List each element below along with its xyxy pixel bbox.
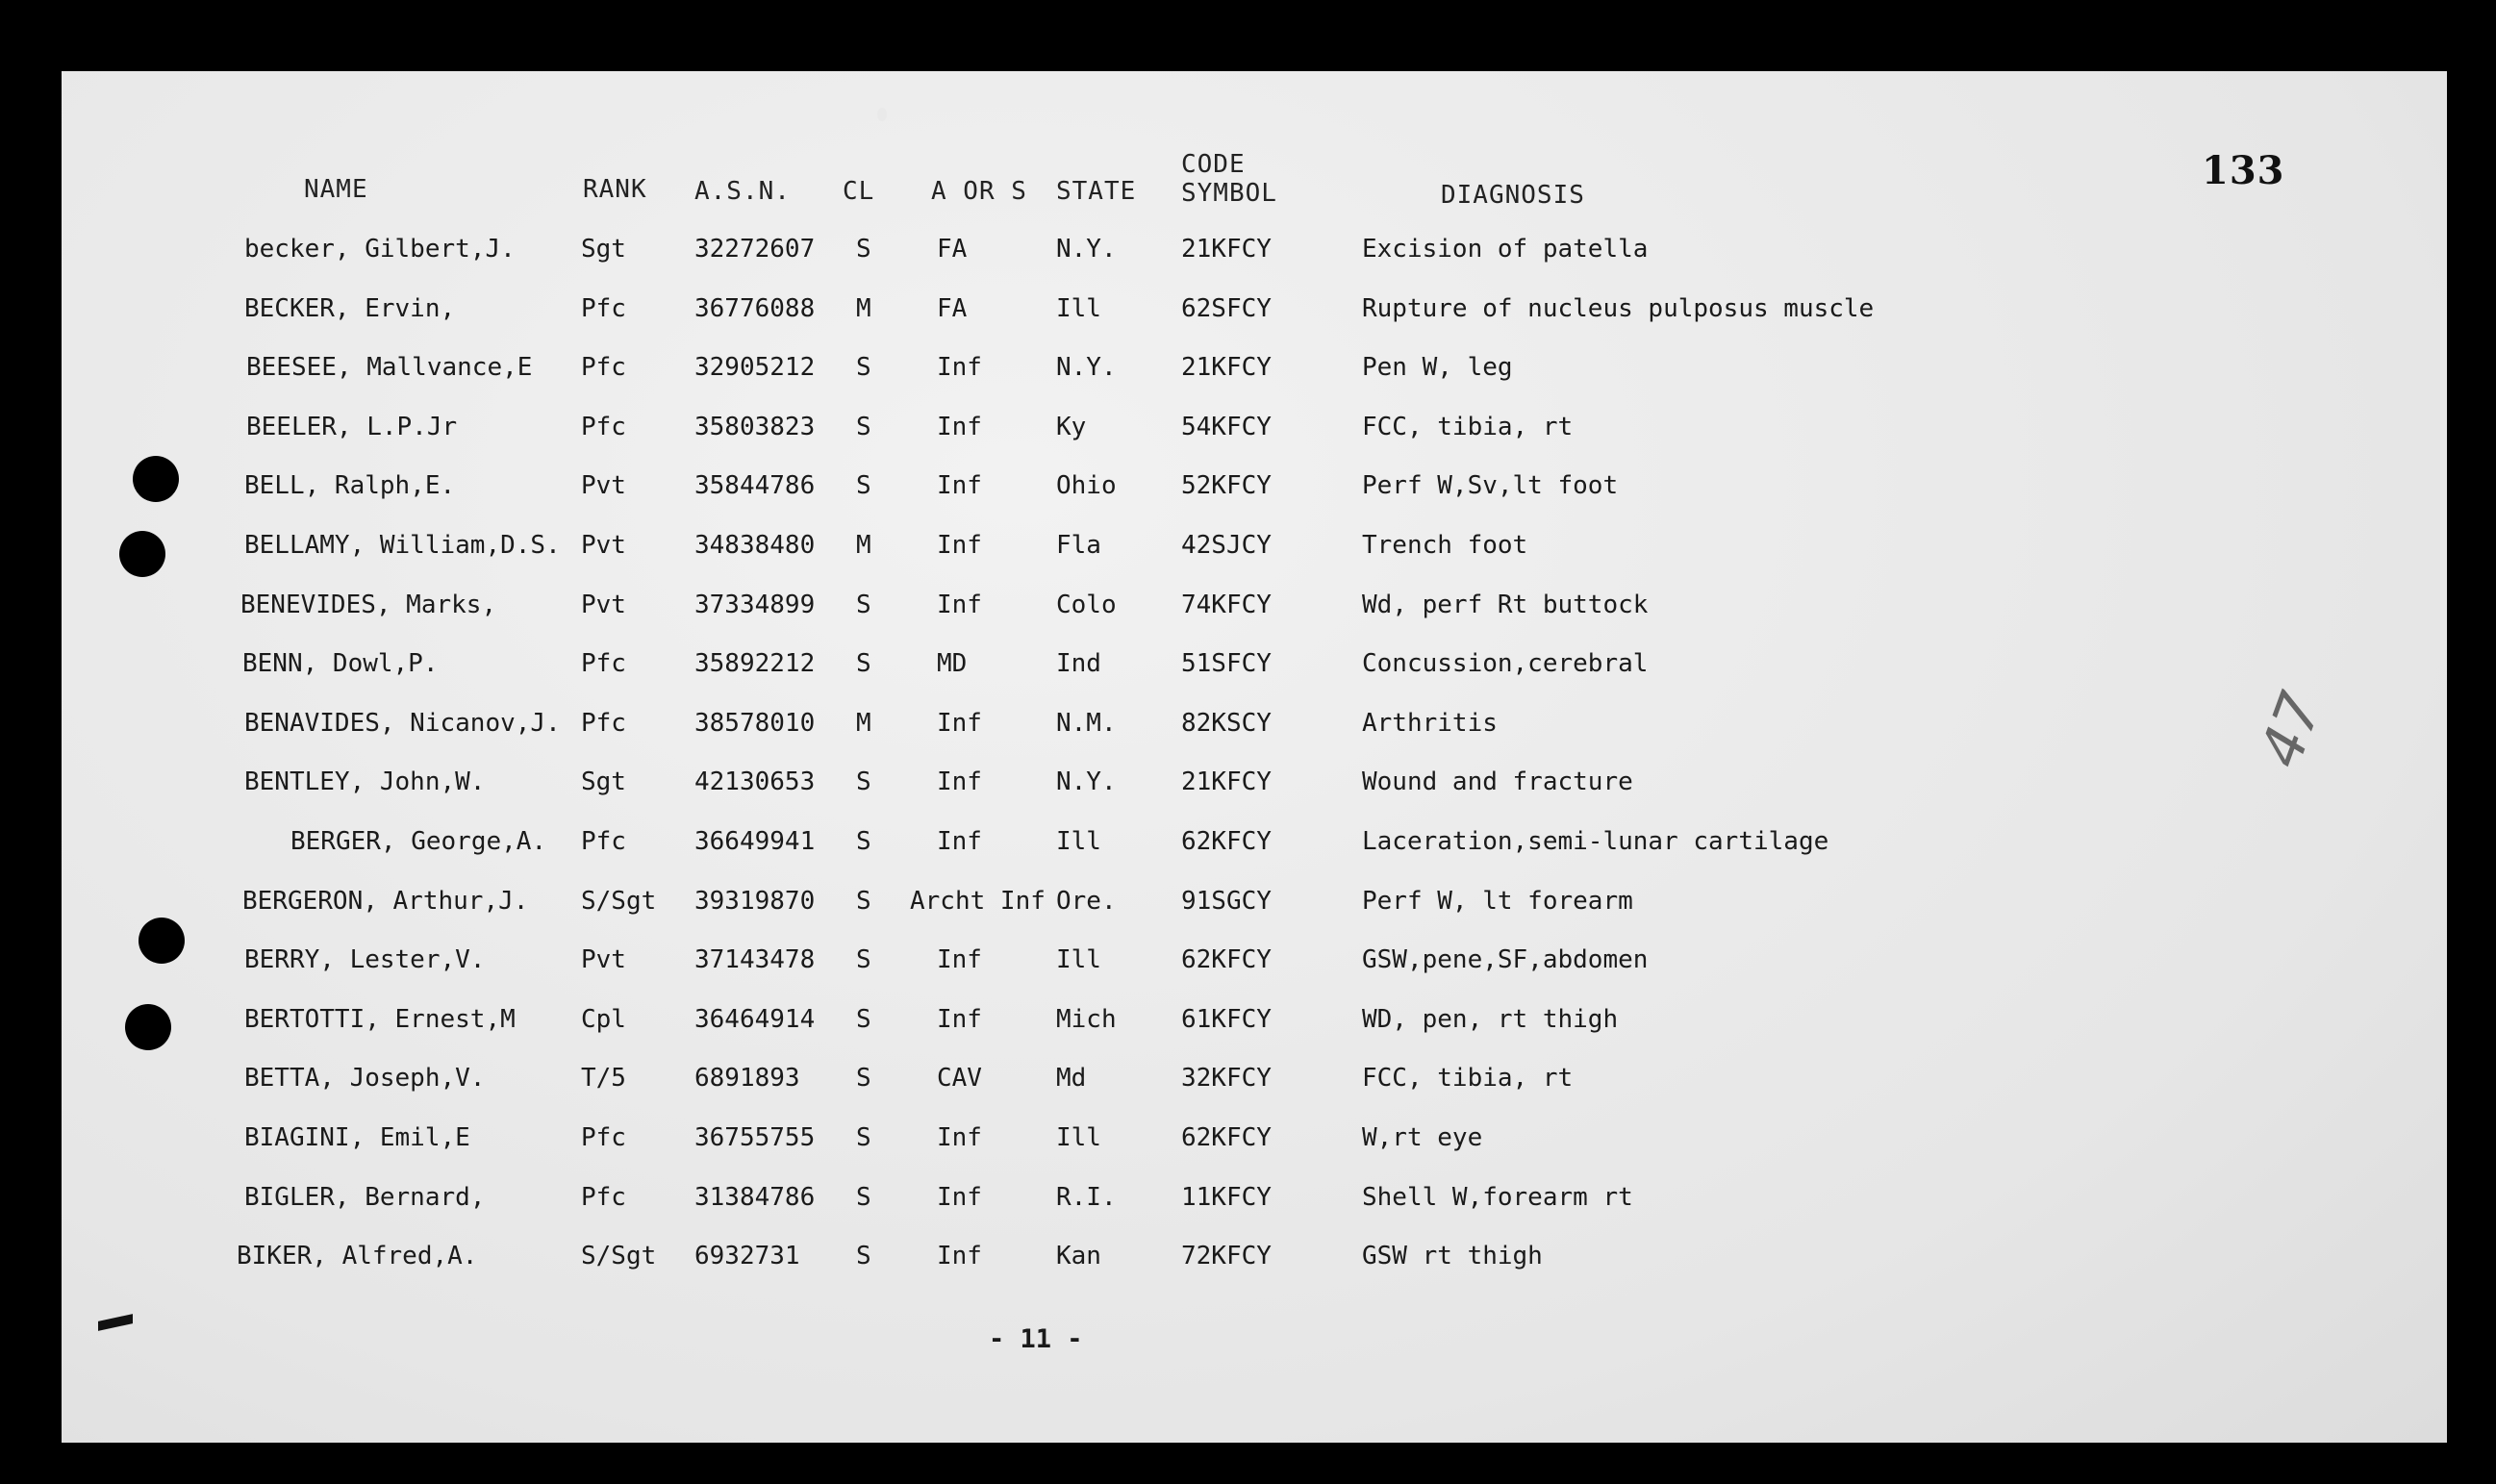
header-diagnosis: DIAGNOSIS [1441, 181, 1585, 210]
table-row [62, 1183, 2447, 1221]
row-asn: 35892212 [694, 649, 816, 679]
table-row [62, 1242, 2447, 1280]
edge-mark [98, 1314, 133, 1331]
row-cl: S [856, 235, 871, 264]
row-rank: Pfc [581, 1123, 626, 1152]
row-rank: Pvt [581, 531, 626, 560]
header-state: STATE [1056, 177, 1137, 206]
row-state: Ill [1056, 827, 1101, 856]
row-a-or-s: Inf [937, 767, 982, 797]
row-state: Ore. [1056, 886, 1117, 916]
row-state: Ill [1056, 293, 1101, 323]
row-code: 21KFCY [1181, 767, 1272, 797]
footer-page-marker: - 11 - [989, 1324, 1083, 1354]
row-a-or-s: FA [937, 235, 968, 264]
row-asn: 36649941 [694, 827, 816, 856]
row-name: BENEVIDES, Marks, [240, 590, 497, 619]
row-code: 74KFCY [1181, 590, 1272, 619]
row-rank: Pvt [581, 471, 626, 501]
row-asn: 38578010 [694, 708, 816, 738]
row-name: BIAGINI, Emil,E [244, 1123, 470, 1152]
row-code: 42SJCY [1181, 531, 1272, 560]
row-code: 91SGCY [1181, 886, 1272, 916]
row-cl: S [856, 1123, 871, 1152]
row-asn: 42130653 [694, 767, 816, 797]
row-a-or-s: Inf [937, 1123, 982, 1152]
row-cl: M [856, 531, 871, 560]
row-diagnosis: FCC, tibia, rt [1362, 412, 1574, 441]
row-code: 62SFCY [1181, 293, 1272, 323]
row-asn: 35803823 [694, 412, 816, 441]
row-rank: Pvt [581, 945, 626, 975]
row-code: 32KFCY [1181, 1064, 1272, 1094]
row-name: BELL, Ralph,E. [244, 471, 456, 501]
row-code: 72KFCY [1181, 1242, 1272, 1271]
row-state: Ohio [1056, 471, 1117, 501]
header-a-or-s: A OR S [931, 177, 1027, 206]
row-name: BERRY, Lester,V. [244, 945, 486, 975]
row-name: BERTOTTI, Ernest,M [244, 1004, 516, 1034]
table-row [62, 767, 2447, 806]
table-row [62, 471, 2447, 510]
row-rank: Pfc [581, 412, 626, 441]
row-a-or-s: Inf [937, 412, 982, 441]
row-cl: S [856, 1242, 871, 1271]
row-asn: 32905212 [694, 353, 816, 383]
row-asn: 36755755 [694, 1123, 816, 1152]
row-name: becker, Gilbert,J. [244, 235, 516, 264]
row-rank: Sgt [581, 235, 626, 264]
row-cl: M [856, 708, 871, 738]
row-code: 52KFCY [1181, 471, 1272, 501]
row-cl: S [856, 590, 871, 619]
row-state: N.M. [1056, 708, 1117, 738]
row-code: 82KSCY [1181, 708, 1272, 738]
row-a-or-s: Inf [937, 1004, 982, 1034]
row-rank: Pfc [581, 827, 626, 856]
row-cl: S [856, 471, 871, 501]
row-cl: S [856, 886, 871, 916]
page-number: 133 [2202, 148, 2285, 193]
header-cl: CL [843, 177, 875, 206]
row-cl: S [856, 767, 871, 797]
row-a-or-s: MD [937, 649, 968, 679]
table-row [62, 353, 2447, 391]
row-state: N.Y. [1056, 235, 1117, 264]
row-cl: S [856, 1004, 871, 1034]
row-code: 62KFCY [1181, 827, 1272, 856]
header-asn: A.S.N. [694, 177, 791, 206]
row-name: BENTLEY, John,W. [244, 767, 486, 797]
row-diagnosis: W,rt eye [1362, 1123, 1483, 1152]
row-diagnosis: GSW rt thigh [1362, 1242, 1543, 1271]
row-a-or-s: FA [937, 293, 968, 323]
row-asn: 31384786 [694, 1182, 816, 1212]
row-state: Md [1056, 1064, 1087, 1094]
row-state: Fla [1056, 531, 1101, 560]
row-state: N.Y. [1056, 767, 1117, 797]
table-row [62, 649, 2447, 688]
row-rank: Pfc [581, 1182, 626, 1212]
row-asn: 39319870 [694, 886, 816, 916]
row-a-or-s: Inf [937, 353, 982, 383]
row-diagnosis: Excision of patella [1362, 235, 1649, 264]
margin-note: 47 [2247, 684, 2336, 776]
row-cl: S [856, 353, 871, 383]
row-diagnosis: Arthritis [1362, 708, 1498, 738]
row-diagnosis: Pen W, leg [1362, 353, 1513, 383]
row-a-or-s: Inf [937, 827, 982, 856]
row-a-or-s: Inf [937, 590, 982, 619]
row-a-or-s: Inf [937, 471, 982, 501]
row-rank: Pfc [581, 649, 626, 679]
row-diagnosis: WD, pen, rt thigh [1362, 1004, 1619, 1034]
row-state: Mich [1056, 1004, 1117, 1034]
row-name: BERGER, George,A. [290, 827, 547, 856]
row-code: 54KFCY [1181, 412, 1272, 441]
row-rank: Pfc [581, 293, 626, 323]
table-row [62, 1064, 2447, 1102]
row-rank: S/Sgt [581, 886, 657, 916]
table-row [62, 591, 2447, 629]
row-asn: 36776088 [694, 293, 816, 323]
row-code: 11KFCY [1181, 1182, 1272, 1212]
row-diagnosis: Wound and fracture [1362, 767, 1633, 797]
row-asn: 37334899 [694, 590, 816, 619]
row-diagnosis: Perf W, lt forearm [1362, 886, 1633, 916]
table-row [62, 887, 2447, 925]
row-name: BIKER, Alfred,A. [237, 1242, 478, 1271]
row-rank: Pfc [581, 353, 626, 383]
row-asn: 37143478 [694, 945, 816, 975]
row-cl: S [856, 412, 871, 441]
row-diagnosis: Shell W,forearm rt [1362, 1182, 1633, 1212]
header-code: CODE [1181, 150, 1246, 179]
row-diagnosis: GSW,pene,SF,abdomen [1362, 945, 1649, 975]
table-row [62, 294, 2447, 333]
row-name: BENAVIDES, Nicanov,J. [244, 708, 561, 738]
row-asn: 36464914 [694, 1004, 816, 1034]
row-cl: S [856, 945, 871, 975]
row-rank: Pvt [581, 590, 626, 619]
row-state: Ill [1056, 945, 1101, 975]
row-rank: S/Sgt [581, 1242, 657, 1271]
row-diagnosis: Rupture of nucleus pulposus muscle [1362, 293, 1875, 323]
row-state: Kan [1056, 1242, 1101, 1271]
row-code: 51SFCY [1181, 649, 1272, 679]
table-row [62, 1123, 2447, 1162]
table-row [62, 235, 2447, 273]
header-rank: RANK [583, 175, 647, 204]
row-name: BENN, Dowl,P. [242, 649, 439, 679]
row-asn: 35844786 [694, 471, 816, 501]
row-cl: S [856, 649, 871, 679]
table-row [62, 531, 2447, 569]
row-state: R.I. [1056, 1182, 1117, 1212]
table-row [62, 827, 2447, 866]
row-state: Ill [1056, 1123, 1101, 1152]
row-code: 21KFCY [1181, 235, 1272, 264]
row-diagnosis: Wd, perf Rt buttock [1362, 590, 1649, 619]
row-rank: Pfc [581, 708, 626, 738]
row-diagnosis: Trench foot [1362, 531, 1528, 560]
row-asn: 6932731 [694, 1242, 800, 1271]
row-name: BECKER, Ervin, [244, 293, 456, 323]
row-a-or-s: Archt Inf [910, 886, 1046, 916]
table-row [62, 945, 2447, 984]
header-symbol: SYMBOL [1181, 179, 1277, 208]
row-asn: 32272607 [694, 235, 816, 264]
row-a-or-s: Inf [937, 1242, 982, 1271]
document-sheet [62, 71, 2447, 1443]
row-a-or-s: Inf [937, 945, 982, 975]
row-rank: Cpl [581, 1004, 626, 1034]
row-code: 21KFCY [1181, 353, 1272, 383]
row-name: BIGLER, Bernard, [244, 1182, 486, 1212]
row-name: BERGERON, Arthur,J. [242, 886, 529, 916]
table-row [62, 709, 2447, 747]
row-cl: S [856, 827, 871, 856]
row-state: N.Y. [1056, 353, 1117, 383]
row-name: BEESEE, Mallvance,E [246, 353, 533, 383]
row-asn: 34838480 [694, 531, 816, 560]
row-cl: M [856, 293, 871, 323]
row-rank: Sgt [581, 767, 626, 797]
table-row [62, 1005, 2447, 1044]
row-a-or-s: Inf [937, 531, 982, 560]
row-cl: S [856, 1064, 871, 1094]
row-state: Ind [1056, 649, 1101, 679]
row-rank: T/5 [581, 1064, 626, 1094]
row-state: Ky [1056, 412, 1087, 441]
row-diagnosis: Perf W,Sv,lt foot [1362, 471, 1619, 501]
row-code: 61KFCY [1181, 1004, 1272, 1034]
row-name: BETTA, Joseph,V. [244, 1064, 486, 1094]
row-a-or-s: CAV [937, 1064, 982, 1094]
dust-speck [877, 108, 887, 121]
row-name: BELLAMY, William,D.S. [244, 531, 561, 560]
row-code: 62KFCY [1181, 945, 1272, 975]
row-asn: 6891893 [694, 1064, 800, 1094]
row-a-or-s: Inf [937, 708, 982, 738]
table-row [62, 413, 2447, 451]
header-name: NAME [304, 175, 368, 204]
row-code: 62KFCY [1181, 1123, 1272, 1152]
row-name: BEELER, L.P.Jr [246, 412, 458, 441]
row-diagnosis: Laceration,semi-lunar cartilage [1362, 827, 1829, 856]
row-diagnosis: Concussion,cerebral [1362, 649, 1649, 679]
row-cl: S [856, 1182, 871, 1212]
row-state: Colo [1056, 590, 1117, 619]
row-a-or-s: Inf [937, 1182, 982, 1212]
row-diagnosis: FCC, tibia, rt [1362, 1064, 1574, 1094]
